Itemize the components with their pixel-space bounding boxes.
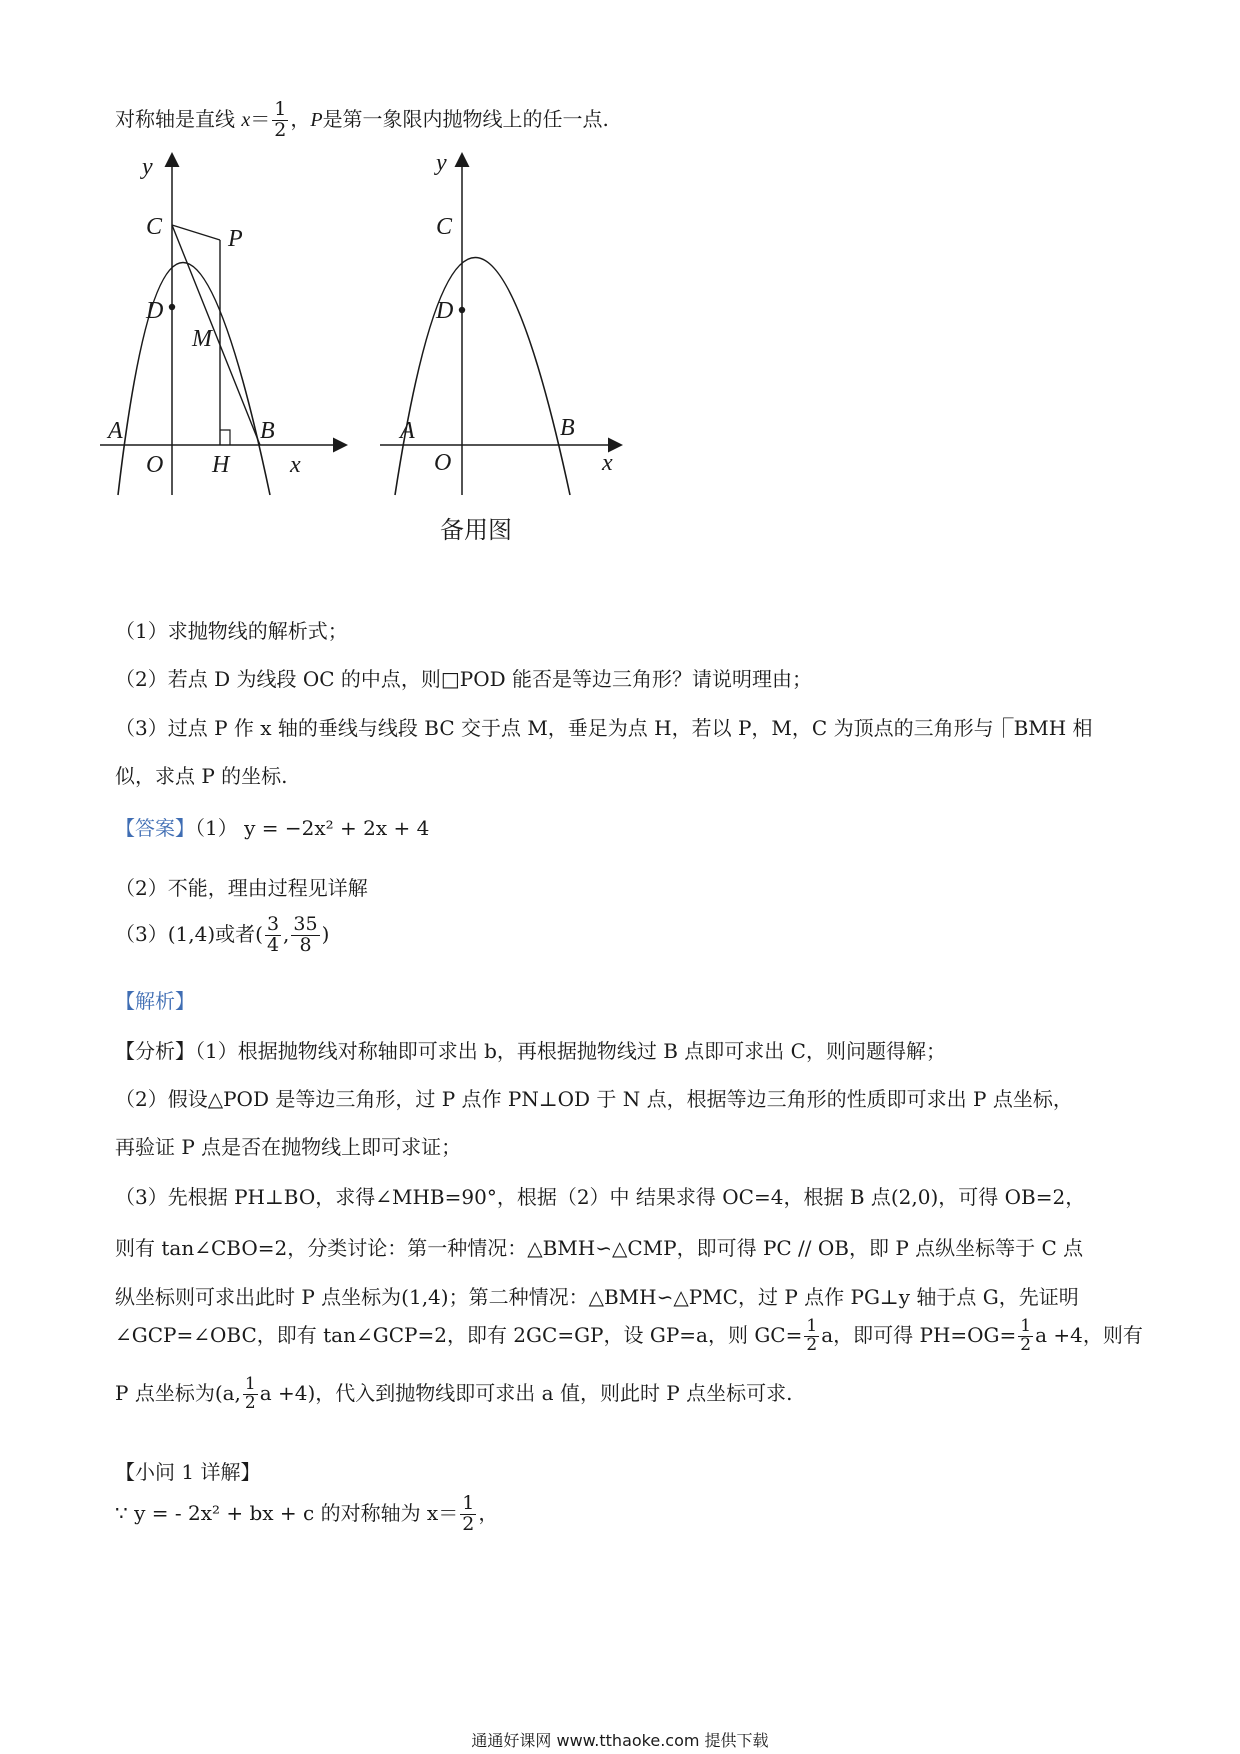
segment-CP — [172, 225, 220, 240]
answer-tag: 【答案】 — [115, 816, 195, 840]
label-M: M — [192, 326, 212, 352]
intro-prefix: 对称轴是直线 — [115, 106, 242, 131]
answer-3-suffix: ) — [321, 921, 330, 946]
figure-main — [100, 150, 360, 510]
intro-p: P — [310, 108, 323, 131]
question-3-line-1: （3）过点 P 作 x 轴的垂线与线段 BC 交于点 M，垂足为点 H，若以 P，M，C 为顶点的三角形与⎾BMH 相 — [115, 716, 1093, 740]
label-O: O — [146, 452, 164, 478]
analysis-p3-line-1: （3）先根据 PH⊥BO，求得∠MHB=90°，根据（2）中 结果求得 OC=4，根据 B 点(2,0)，可得 OB=2， — [115, 1185, 1086, 1209]
answer-3-comma: , — [283, 921, 290, 946]
point-D — [169, 304, 175, 310]
detail-line-a: ∵ y = - 2x² + bx + c 的对称轴为 x＝ — [115, 1500, 459, 1525]
analysis-p3-l5-b: a +4)，代入到抛物线即可求出 a 值，则此时 P 点坐标可求. — [259, 1380, 793, 1405]
figure-caption: 备用图 — [440, 516, 512, 544]
parabola — [118, 263, 270, 496]
detail-tag: 【小问 1 详解】 — [115, 1460, 261, 1484]
answer-3-frac-2: $\frac{35}{8}$ — [293, 913, 318, 956]
label-y: y — [436, 150, 447, 176]
figure-spare — [380, 150, 640, 510]
answer-line-1 — [115, 812, 429, 841]
segment-CB — [172, 225, 260, 445]
intro-eq: ＝ — [250, 106, 271, 131]
question-1: （1）求抛物线的解析式； — [115, 619, 348, 643]
intro-suffix: 是第一象限内抛物线上的任一点. — [322, 106, 609, 131]
analysis-p3-line-3: 纵坐标则可求出此时 P 点坐标为(1,4)；第二种情况：△BMH∽△PMC，过 P 点作 PG⊥y 轴于点 G，先证明 — [115, 1285, 1079, 1309]
analysis-p3-line-4 — [115, 1318, 1143, 1355]
label-D: D — [436, 298, 454, 324]
label-B: B — [260, 418, 275, 444]
answer-3-frac-1: $\frac{3}{4}$ — [266, 913, 280, 956]
answer-3-prefix: （3）(1,4)或者( — [115, 921, 263, 946]
label-x: x — [602, 450, 613, 476]
label-C: C — [146, 214, 163, 240]
analysis-p3-l4-a: ∠GCP=∠OBC，即有 tan∠GCP=2，即有 2GC=GP，设 GP=a，则 GC= — [115, 1322, 803, 1347]
right-angle-mark — [220, 430, 230, 445]
analysis-p3-line-2: 则有 tan∠CBO=2，分类讨论：第一种情况：△BMH∽△CMP，即可得 PC // OB，即 P 点纵坐标等于 C 点 — [115, 1236, 1084, 1260]
label-A: A — [400, 418, 415, 444]
analysis-p3-line-5 — [115, 1376, 792, 1413]
parabola — [395, 258, 570, 496]
analysis-p3-l4-c: a +4，则有 — [1035, 1322, 1143, 1347]
label-A: A — [108, 418, 123, 444]
label-O: O — [434, 450, 452, 476]
question-3-line-2: 似，求点 P 的坐标. — [115, 764, 288, 788]
analysis-tag: 【解析】 — [115, 989, 195, 1013]
analysis-frac-half-2: $\frac{1}{2}$ — [1020, 1316, 1032, 1355]
intro-fraction: $\frac{1}{2}$ — [274, 98, 287, 141]
analysis-frac-half-1: $\frac{1}{2}$ — [806, 1316, 818, 1355]
label-H: H — [212, 452, 230, 478]
analysis-frac-half-3: $\frac{1}{2}$ — [244, 1374, 256, 1413]
answer-line-3 — [115, 915, 329, 956]
analysis-p2-line-2: 再验证 P 点是否在抛物线上即可求证； — [115, 1135, 462, 1159]
footer: 通通好课网 www.tthaoke.com 提供下载 — [471, 1731, 769, 1750]
analysis-p3-l5-a: P 点坐标为(a, — [115, 1380, 241, 1405]
answer-1: （1） y = −2x² + 2x + 4 — [195, 816, 430, 840]
analysis-p3-l4-b: a，即可得 PH=OG= — [821, 1322, 1017, 1347]
label-P: P — [228, 226, 243, 252]
detail-fraction: $\frac{1}{2}$ — [462, 1492, 475, 1535]
point-D — [459, 307, 465, 313]
analysis-p1: 【分析】（1）根据抛物线对称轴即可求出 b，再根据抛物线过 B 点即可求出 C，则问题得解； — [115, 1039, 946, 1063]
label-C: C — [436, 214, 453, 240]
detail-line-b: ， — [478, 1500, 499, 1525]
question-2: （2）若点 D 为线段 OC 的中点，则□POD 能否是等边三角形？请说明理由； — [115, 667, 813, 691]
label-B: B — [560, 415, 575, 441]
intro-x: x — [241, 108, 251, 131]
detail-line — [115, 1494, 498, 1535]
label-D: D — [146, 298, 164, 324]
intro-line: 对称轴是直线 x＝ $\frac{1}{2}$ ，P是第一象限内抛物线上的任一点. — [115, 98, 609, 141]
label-x: x — [290, 452, 301, 478]
analysis-p2-line-1: （2）假设△POD 是等边三角形，过 P 点作 PN⊥OD 于 N 点，根据等边三角形的性质即可求出 P 点坐标， — [115, 1087, 1073, 1111]
label-y: y — [142, 154, 153, 180]
answer-2: （2）不能，理由过程见详解 — [115, 876, 368, 900]
